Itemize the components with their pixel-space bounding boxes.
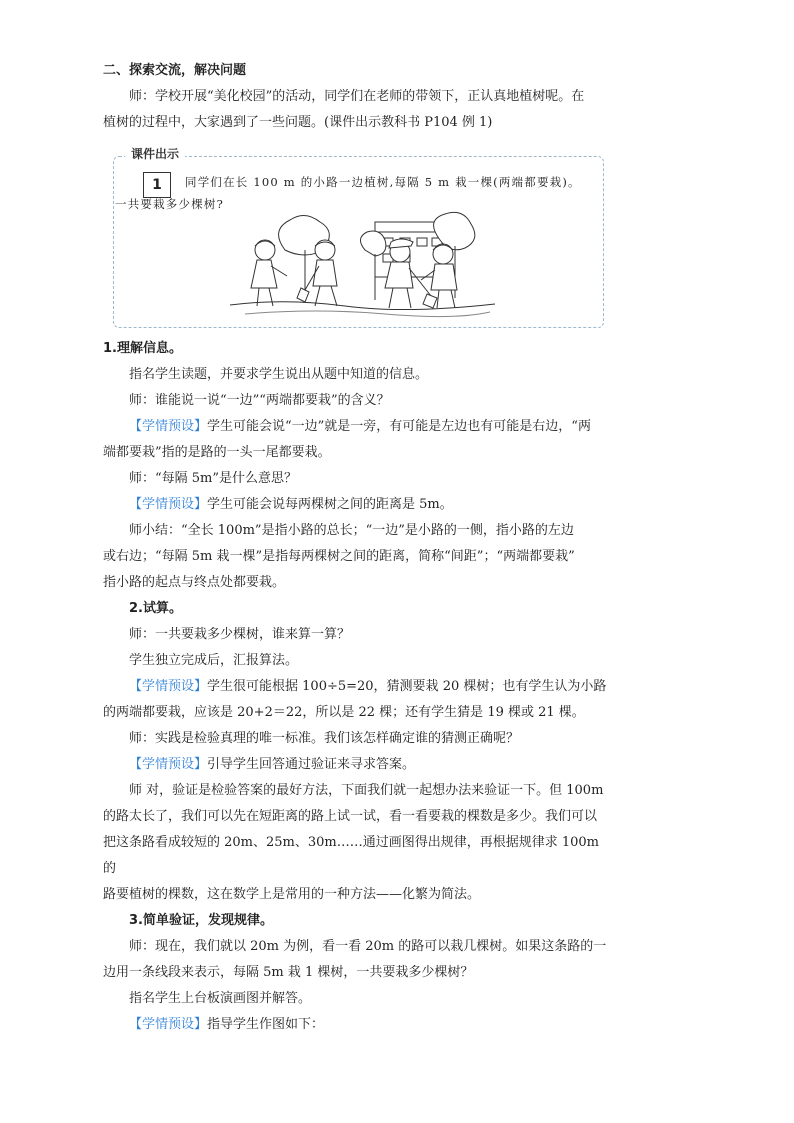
document-page xyxy=(103,58,608,1038)
section1-title: 1.理解信息。 xyxy=(103,341,182,356)
s2-paragraph6-line3: 把这条路看成较短的 20m、25m、30m……通过画图得出规律，再根据规律求 100m 的 xyxy=(103,835,600,876)
s2-paragraph6-line4: 路要植树的棵数，这在数学上是常用的一种方法——化繁为简法。 xyxy=(103,887,481,902)
section-title: 二、探索交流，解决问题 xyxy=(103,63,247,78)
s3-paragraph1-line2: 边用一条线段来表示，每隔 5m 栽 1 棵树，一共要栽多少棵树？ xyxy=(103,965,474,980)
s2-paragraph3: 【学情预设】学生很可能根据 100÷5=20，猜测要栽 20 棵树；也有学生认为小路 xyxy=(129,679,607,694)
s2-paragraph6-line1: 师 对，验证是检验答案的最好方法，下面我们就一起想办法来验证一下。但 100m xyxy=(129,783,604,798)
section2-title: 2.试算。 xyxy=(129,601,182,616)
intro-paragraph-line2: 植树的过程中，大家遇到了一些问题。(课件出示教科书 P104 例 1) xyxy=(103,115,493,130)
s1-paragraph3-cont: 端都要栽”指的是路的一头一尾都要栽。 xyxy=(103,445,331,460)
problem-line2: 一共要栽多少棵树? xyxy=(115,197,224,211)
s1-summary-line2: 或右边；“每隔 5m 栽一棵”是指每两棵树之间的距离，简称“间距”；“两端都要栽” xyxy=(103,549,575,564)
s1-paragraph5: 【学情预设】学生可能会说每两棵树之间的距离是 5m。 xyxy=(129,497,453,512)
s3-paragraph3: 【学情预设】指导学生作图如下： xyxy=(129,1017,325,1032)
s1-paragraph2: 师：谁能说一说“一边”“两端都要栽”的含义？ xyxy=(129,393,390,408)
s3-paragraph2: 指名学生上台板演画图并解答。 xyxy=(129,991,312,1006)
student-preset-tag: 【学情预设】 xyxy=(129,757,208,772)
s3-paragraph1-line1: 师：现在，我们就以 20m 为例，看一看 20m 的路可以栽几棵树。如果这条路的一 xyxy=(129,939,607,954)
intro-paragraph-line1: 师：学校开展“美化校园”的活动，同学们在老师的带领下，正认真地植树呢。在 xyxy=(129,89,585,104)
example-number: 1 xyxy=(143,172,171,198)
student-preset-tag: 【学情预设】 xyxy=(129,1017,208,1032)
s2-paragraph3-cont: 的两端都要栽，应该是 20+2＝22，所以是 22 棵；还有学生猜是 19 棵或 21 棵。 xyxy=(103,705,585,720)
s2-paragraph4: 师：实践是检验真理的唯一标准。我们该怎样确定谁的猜测正确呢？ xyxy=(129,731,520,746)
s2-paragraph2: 学生独立完成后，汇报算法。 xyxy=(129,653,299,668)
s2-paragraph6-line2: 的路太长了，我们可以先在短距离的路上试一试，看一看要栽的棵数是多少。我们可以 xyxy=(103,809,598,824)
problem-line1: 同学们在长 100 m 的小路一边植树,每隔 5 m 栽一棵(两端都要栽)。 xyxy=(185,175,581,189)
s1-summary-line3: 指小路的起点与终点处都要栽。 xyxy=(103,575,286,590)
student-preset-tag: 【学情预设】 xyxy=(129,419,208,434)
section3-title: 3.简单验证，发现规律。 xyxy=(129,913,273,928)
courseware-box xyxy=(113,144,606,330)
s1-paragraph1: 指名学生读题，并要求学生说出从题中知道的信息。 xyxy=(129,367,429,382)
s1-paragraph3: 【学情预设】学生可能会说“一边”就是一旁，有可能是左边也有可能是右边，“两 xyxy=(129,419,591,434)
student-preset-tag: 【学情预设】 xyxy=(129,497,208,512)
s2-paragraph1: 师：一共要栽多少棵树，谁来算一算？ xyxy=(129,627,351,642)
s1-summary-line1: 师小结：“全长 100m”是指小路的总长；“一边”是小路的一侧，指小路的左边 xyxy=(129,523,574,538)
courseware-label: 课件出示 xyxy=(125,144,185,164)
student-preset-tag: 【学情预设】 xyxy=(129,679,208,694)
s2-paragraph5: 【学情预设】引导学生回答通过验证来寻求答案。 xyxy=(129,757,416,772)
s1-paragraph4: 师：“每隔 5m”是什么意思？ xyxy=(129,471,298,486)
children-planting-trees-illustration xyxy=(225,210,497,320)
